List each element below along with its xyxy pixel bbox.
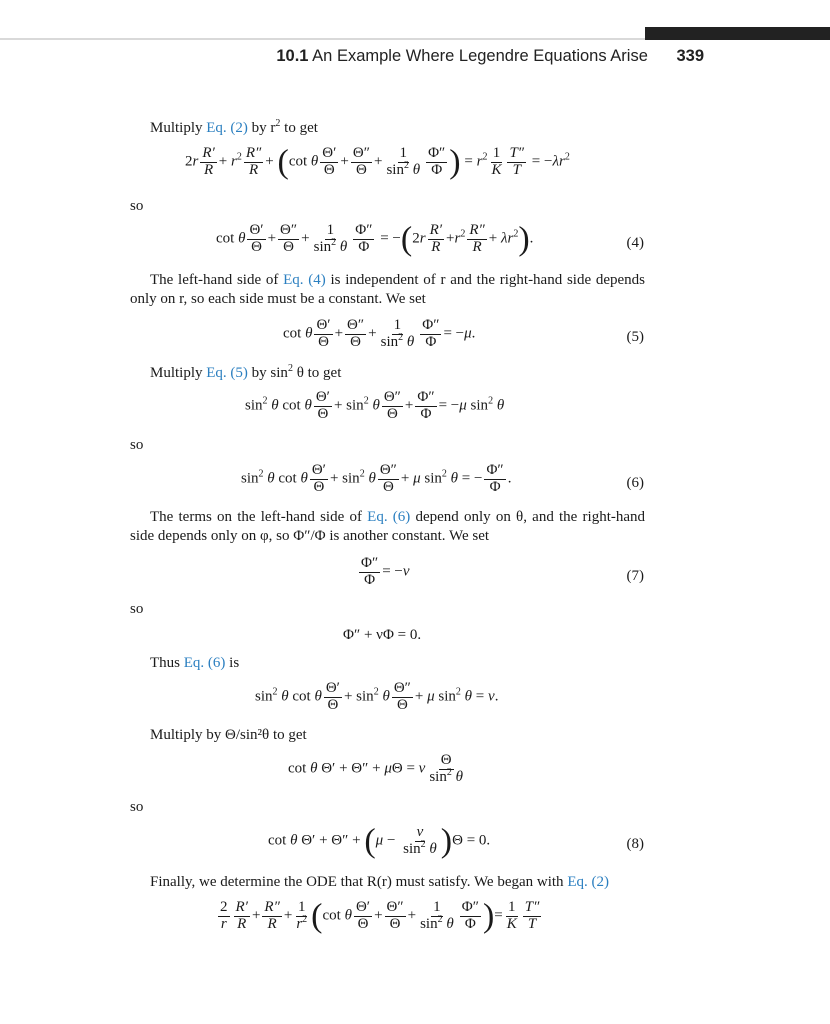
section-number: 10.1 xyxy=(276,47,309,65)
word-so-1: so xyxy=(130,198,144,214)
equation-6: $\sin^2 \theta$ cot θ $\frac{\Theta'}{\Theta}$ + $\sin^2 \theta$ $\frac{\Theta''}{\Theta}$ + μ $\sin^2 \theta$ = − $\frac{\Phi''}{\Phi}$ . xyxy=(241,462,512,495)
equation-separated-r: 2r $\frac{R'}{R}$ + $r^2$ $\frac{R''}{R}$ + (cot θ $\frac{\Theta'}{\Theta}$ + $\frac{\Theta''}{\Theta}$ + $\frac{1}{\sin^2 \theta}$ $\frac{\Phi''}{\Phi}$ ) = $r^2$ $\frac{1}{K}$ $\frac{T''}{T}$ = $-\lambda r^2$ xyxy=(185,143,570,181)
link-eq4[interactable]: Eq. (4) xyxy=(283,272,326,288)
link-eq5[interactable]: Eq. (5) xyxy=(206,365,248,381)
equation-multiplied-sin2: $\sin^2 \theta$ cot θ $\frac{\Theta'}{\Theta}$ + $\sin^2 \theta$ $\frac{\Theta''}{\Theta}$ + $\frac{\Phi''}{\Phi}$ = −μ $\sin^2 \theta$ xyxy=(245,389,505,422)
para-left-hand-side: The left-hand side of Eq. (4) is independent of r and the right-hand side depends only on r, so each side must be a constant. We set xyxy=(130,272,646,307)
section-title: An Example Where Legendre Equations Arise xyxy=(312,47,648,65)
equation-number-4: (4) xyxy=(626,235,644,251)
link-eq6-b[interactable]: Eq. (6) xyxy=(183,655,226,671)
para-multiply-eq5: Multiply Eq. (5) by $\sin^2 \theta$ to get xyxy=(150,363,342,381)
equation-theta-full: $\sin^2 \theta$ cot θ $\frac{\Theta'}{\Theta}$ + $\sin^2 \theta$ $\frac{\Theta''}{\Theta}$ + μ $\sin^2 \theta = \nu$. xyxy=(255,680,499,713)
para-multiply-eq2: Multiply Eq. (2) by $r^2$ to get xyxy=(150,118,318,136)
equation-4: cot θ $\frac{\Theta'}{\Theta}$ + $\frac{\Theta''}{\Theta}$ + $\frac{1}{\sin^2 \theta}$ $\frac{\Phi''}{\Phi}$ = −(2r $\frac{R'}{R}$ $+r^2$ $\frac{R''}{R}$ + $\lambda r^2$). xyxy=(216,220,534,258)
equation-5: cot θ $\frac{\Theta'}{\Theta}$ + $\frac{\Theta''}{\Theta}$ + $\frac{1}{\sin^2 \theta}$ $\frac{\Phi''}{\Phi}$ = −μ. xyxy=(283,317,476,350)
equation-7: $\frac{\Phi''}{\Phi}$ = −ν xyxy=(361,555,410,588)
page-number: 339 xyxy=(676,47,704,65)
equation-number-8: (8) xyxy=(626,836,644,852)
equation-phi-ode: Φ″ + νΦ = 0. xyxy=(343,627,422,643)
equation-number-5: (5) xyxy=(626,329,644,345)
link-eq6-a[interactable]: Eq. (6) xyxy=(367,509,411,525)
equation-number-7: (7) xyxy=(626,568,644,584)
para-thus: Thus Eq. (6) is xyxy=(150,655,240,671)
word-so-3: so xyxy=(130,601,144,617)
header-tab-block xyxy=(645,27,830,40)
link-eq2-b[interactable]: Eq. (2) xyxy=(567,874,609,890)
word-so-4: so xyxy=(130,799,144,815)
equation-theta-times: cot θ Θ′ + Θ″ + μΘ = ν $\frac{\Theta}{\sin^2 \theta}$ xyxy=(288,752,463,785)
para-finally: Finally, we determine the ODE that R(r) must satisfy. We began with Eq. (2) xyxy=(150,874,609,890)
word-so-2: so xyxy=(130,437,144,453)
running-header xyxy=(0,47,704,66)
para-terms: The terms on the left-hand side of Eq. (6) depend only on θ, and the right-hand side depends only on φ, so Φ″/Φ is another constant. We set xyxy=(130,509,646,544)
para-multiply-theta: Multiply by Θ/sin²θ to get xyxy=(150,727,307,743)
equation-8: cot θ Θ′ + Θ″ + (μ − $\frac{\nu}{\sin^2 \theta}$ )Θ = 0. xyxy=(268,822,491,860)
equation-eq2-repeat: $\frac{2}{r}$ $\frac{R'}{R}$ + $\frac{R''}{R}$ + $\frac{1}{r^2}$ (cot θ $\frac{\Theta'}{\Theta}$ + $\frac{\Theta''}{\Theta}$ + $\frac{1}{\sin^2 \theta}$ $\frac{\Phi''}{\Phi}$ )= $\frac{1}{K}$ $\frac{T''}{T}$ xyxy=(220,897,540,935)
link-eq2[interactable]: Eq. (2) xyxy=(206,120,248,136)
equation-number-6: (6) xyxy=(626,475,644,491)
